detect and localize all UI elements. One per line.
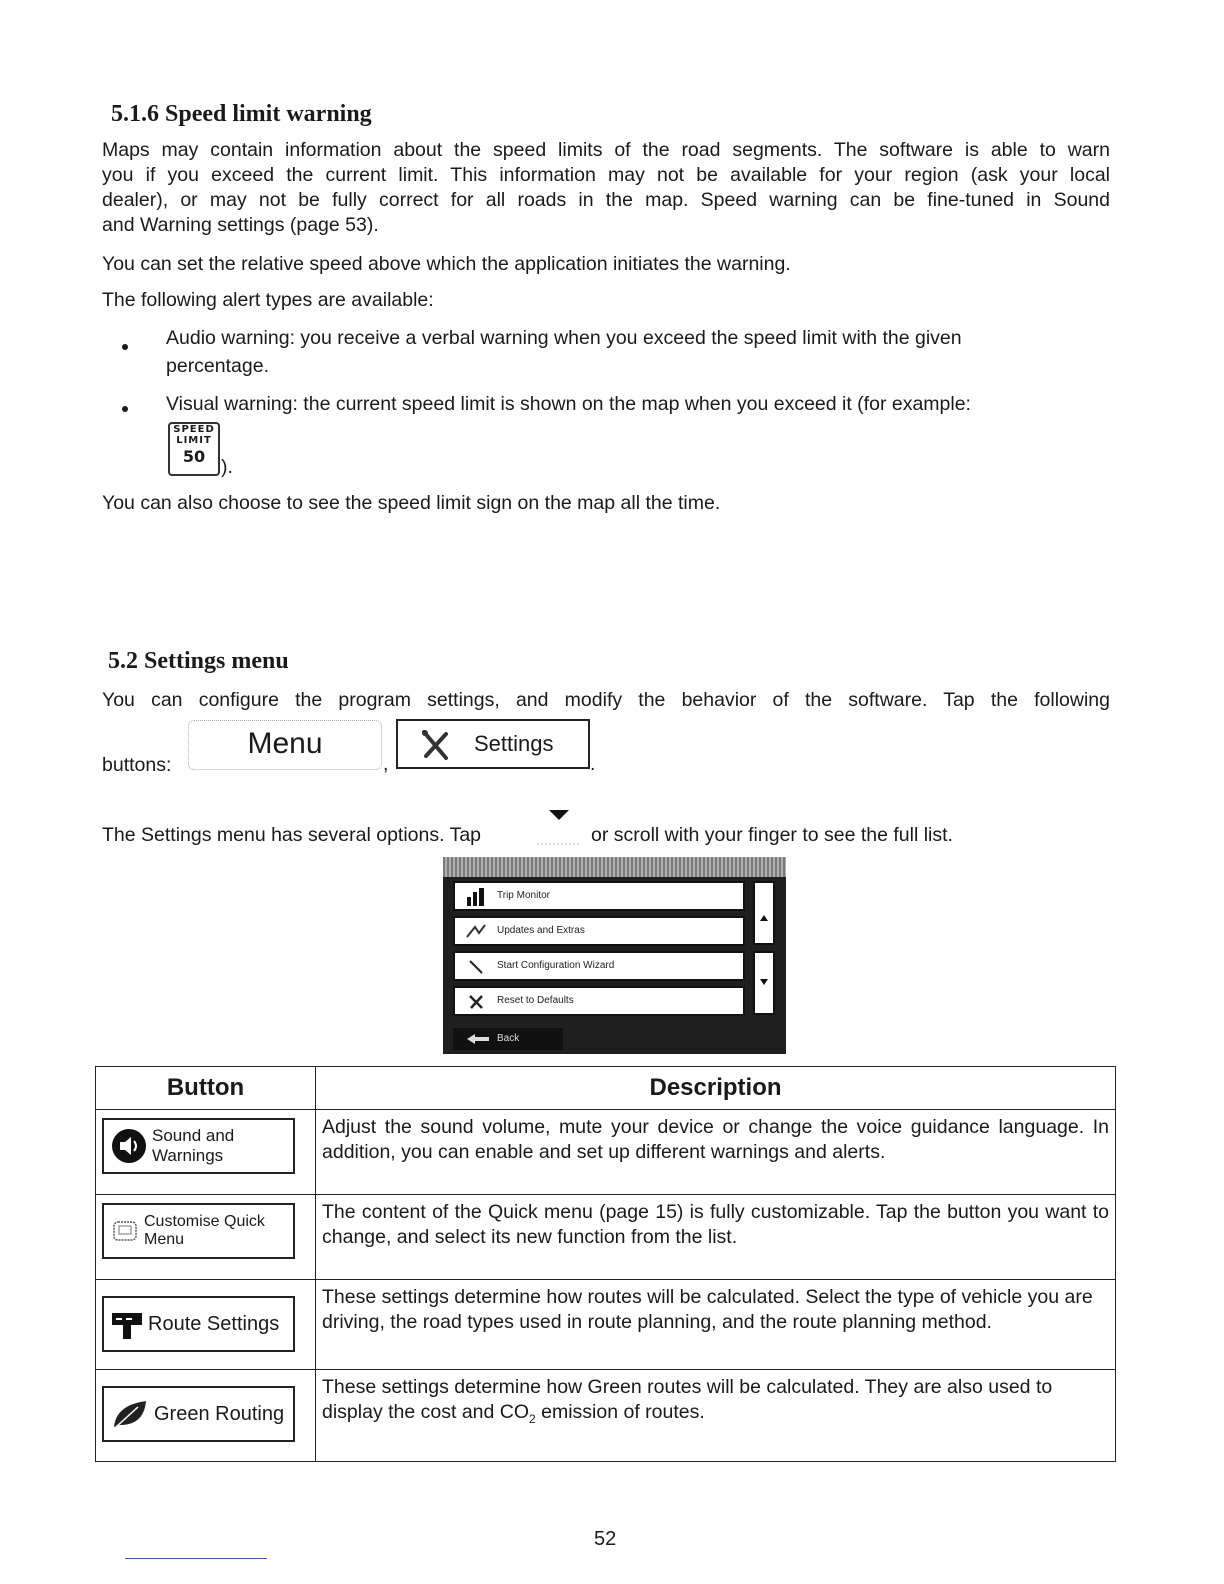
wizard-icon: [467, 958, 485, 976]
settings-table: [95, 1066, 1116, 1462]
para-line: and Warning settings (page 53).: [102, 214, 379, 236]
co2-subscript: 2: [529, 1411, 536, 1426]
always-show-sign-text: You can also choose to see the speed limit sign on the map all the time.: [102, 492, 721, 514]
menu-item-label: Trip Monitor: [497, 890, 550, 901]
scroll-down-button[interactable]: [535, 808, 583, 846]
menu-item-label: Updates and Extras: [497, 925, 585, 936]
bullet-marker: [122, 406, 128, 412]
section-heading-speed-limit: 5.1.6 Speed limit warning: [111, 101, 372, 127]
road-sign-icon: [110, 1307, 144, 1341]
buttons-label: buttons:: [102, 754, 172, 776]
visual-warning-text: Visual warning: the current speed limit is shown on the map when you exceed it (for example:: [166, 393, 971, 415]
table-header-row: [96, 1067, 1116, 1110]
up-arrow-icon: [760, 915, 768, 921]
leaf-icon: [110, 1397, 150, 1431]
row-description: Adjust the sound volume, mute your device or change the voice guidance language. In addition, you can enable and set up different warnings and alerts.: [322, 1116, 1109, 1163]
table-row: [96, 1195, 1116, 1280]
customise-quick-menu-button[interactable]: [102, 1203, 295, 1259]
scroll-text-end: or scroll with your finger to see the full list.: [591, 824, 953, 846]
button-label: Customise Quick Menu: [144, 1213, 265, 1248]
comma: ,: [383, 753, 389, 775]
settings-button-label: Settings: [474, 731, 554, 756]
menu-button[interactable]: Menu: [188, 720, 382, 770]
menu-item-trip-monitor[interactable]: [453, 881, 745, 911]
route-settings-button[interactable]: [102, 1296, 295, 1352]
settings-intro-text: You can configure the program settings, and modify the behavior of the software. Tap the following: [102, 689, 1110, 711]
column-header-description: Description: [316, 1067, 1116, 1110]
button-label: Green Routing: [154, 1402, 285, 1425]
relative-speed-text: You can set the relative speed above which the application initiates the warning.: [102, 253, 791, 275]
table-row: [96, 1280, 1116, 1370]
updates-icon: [465, 923, 487, 941]
settings-button[interactable]: [396, 719, 590, 769]
down-arrow-icon: [760, 979, 768, 985]
sign-text-speed: SPEED: [173, 424, 215, 435]
speaker-icon: [110, 1127, 148, 1165]
para-line: dealer), or may not be fully correct for all roads in the map. Speed warning can be fine-tuned in Sound: [102, 189, 1110, 211]
row-description: [316, 1370, 1115, 1432]
row-description: These settings determine how routes will be calculated. Select the type of vehicle you are driving, the road types used in route planning, and the route planning method.: [322, 1286, 1093, 1333]
period: .: [590, 753, 596, 775]
button-label: Route Settings: [148, 1312, 280, 1335]
table-row: [96, 1110, 1116, 1195]
tools-icon: [418, 728, 452, 762]
settings-menu-screenshot: [443, 857, 786, 1054]
menu-item-config-wizard[interactable]: [453, 951, 745, 981]
section-heading-settings-menu: 5.2 Settings menu: [108, 648, 289, 674]
menu-item-updates[interactable]: [453, 916, 745, 946]
table-row: [96, 1370, 1116, 1462]
sound-and-warnings-button[interactable]: [102, 1118, 295, 1174]
para-line: you if you exceed the current limit. This information may not be available for your region (ask your local: [102, 164, 1110, 186]
sign-text-limit: LIMIT: [176, 435, 212, 446]
alert-types-text: The following alert types are available:: [102, 289, 434, 311]
button-label: Sound and Warnings: [152, 1126, 235, 1165]
back-button[interactable]: [453, 1028, 563, 1050]
menu-item-label: Reset to Defaults: [497, 995, 574, 1006]
bullet-marker: [122, 344, 128, 350]
audio-warning-line2: percentage.: [166, 355, 269, 377]
description-text: These settings determine how Green routes will be calculated. They are also used to display the cost and CO: [322, 1376, 1053, 1423]
scroll-up-button[interactable]: [753, 881, 775, 945]
reset-icon: [467, 993, 485, 1011]
scroll-text-start: The Settings menu has several options. Tap: [102, 824, 482, 846]
page-number: 52: [594, 1528, 617, 1550]
row-description: The content of the Quick menu (page 15) is fully customizable. Tap the button you want to change, and select its new function from the list.: [322, 1201, 1109, 1248]
column-header-button: Button: [96, 1067, 316, 1110]
footer-rule: [125, 1558, 267, 1559]
speed-limit-sign-icon: [168, 422, 220, 476]
screenshot-title-bar: [443, 857, 786, 877]
quick-menu-icon: [110, 1216, 140, 1246]
scroll-down-arrow-button[interactable]: [753, 951, 775, 1015]
green-routing-button[interactable]: [102, 1386, 295, 1442]
audio-warning-line1: Audio warning: you receive a verbal warning when you exceed the speed limit with the given: [166, 327, 962, 349]
menu-item-reset[interactable]: [453, 986, 745, 1016]
description-text-end: emission of routes.: [535, 1401, 705, 1423]
visual-warning-close: ).: [221, 456, 233, 478]
trip-monitor-icon: [465, 887, 487, 907]
menu-item-label: Start Configuration Wizard: [497, 960, 615, 971]
sign-value: 50: [182, 447, 206, 466]
down-arrow-icon: [549, 810, 569, 820]
back-label: Back: [497, 1033, 520, 1044]
para-line: Maps may contain information about the speed limits of the road segments. The software is able to warn: [102, 139, 1110, 161]
speed-limit-paragraph: [102, 138, 1110, 238]
back-arrow-icon: [467, 1034, 489, 1044]
